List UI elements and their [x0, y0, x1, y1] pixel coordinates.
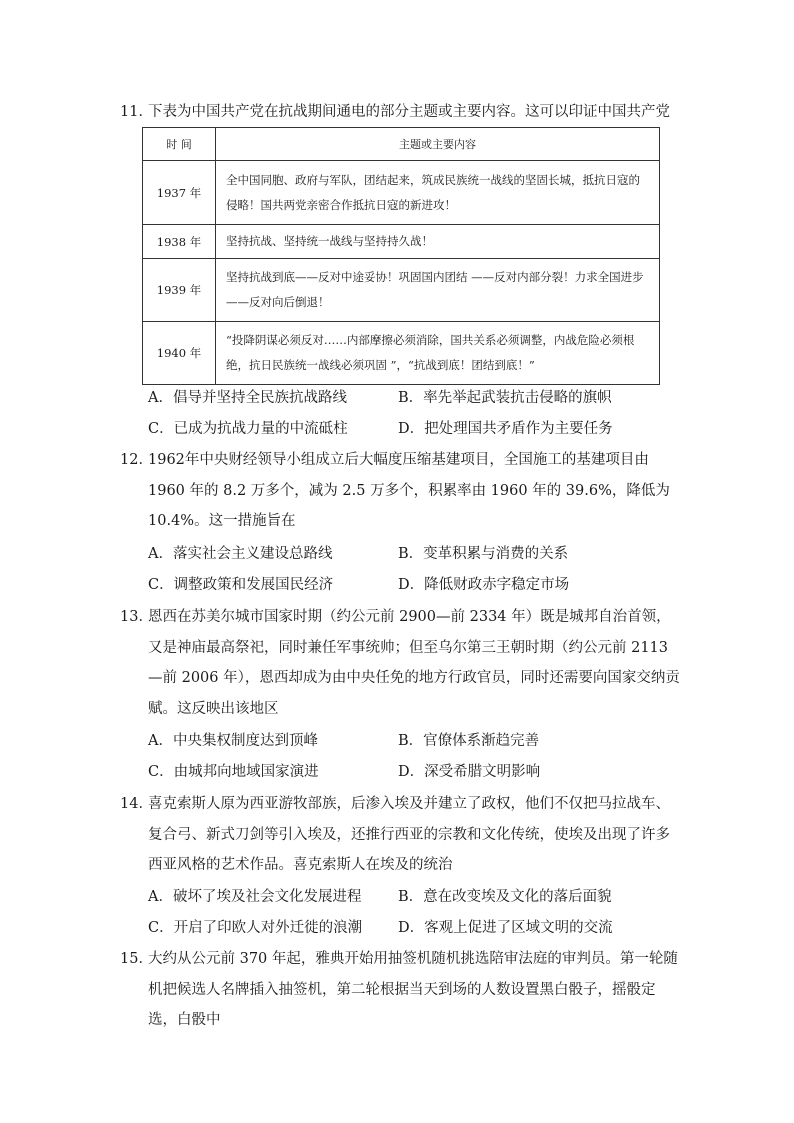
option-c: C．已成为抗战力量的中流砥柱	[148, 421, 348, 437]
question-number: 15．	[120, 951, 153, 967]
row-year: 1940 年	[143, 322, 216, 385]
question-13	[120, 602, 680, 724]
question-number: 12．	[120, 452, 153, 468]
row-content: 坚持抗战到底——反对中途妥协！巩固国内团结 ——反对内部分裂！力求全国进步——反对向后倒退！	[216, 259, 660, 322]
option-a: A．倡导并坚持全民族抗战路线	[148, 390, 347, 406]
question-stem: 下表为中国共产党在抗战期间通电的部分主题或主要内容。这可以印证中国共产党	[148, 104, 670, 120]
q11-table	[142, 127, 660, 385]
question-15	[120, 944, 680, 1036]
question-stem: 恩西在苏美尔城市国家时期（约公元前 2900—前 2334 年）既是城邦自治首领，又是神庙最高祭祀，同时兼任军事统帅；但至乌尔第三王朝时期（约公元前 2113—前 2006 年），恩西却成为由中央任免的地方行政官员，同时还需要向国家交纳贡赋。这反映出该地区	[148, 609, 680, 717]
question-stem: 喜克索斯人原为西亚游牧部族，后渗入埃及并建立了政权，他们不仅把马拉战车、复合弓、新式刀剑等引入埃及，还推行西亚的宗教和文化传统，使埃及出现了许多西亚风格的艺术作品。喜克索斯人在埃及的统治	[148, 796, 670, 873]
question-number: 13．	[120, 609, 153, 625]
option-d: D．客观上促进了区域文明的交流	[398, 920, 613, 936]
question-number: 11．	[120, 104, 153, 120]
question-14	[120, 789, 680, 881]
option-c: C．由城邦向地域国家演进	[148, 764, 319, 780]
question-12	[120, 445, 680, 537]
option-b: B．意在改变埃及文化的落后面貌	[398, 889, 612, 905]
option-b: B．率先举起武装抗击侵略的旗帜	[398, 390, 612, 406]
question-11	[120, 97, 680, 128]
row-year: 1939 年	[143, 259, 216, 322]
row-content: 全中国同胞、政府与军队，团结起来，筑成民族统一战线的坚固长城，抵抗日寇的侵略！国共两党亲密合作抵抗日寇的新进攻！	[216, 161, 660, 225]
option-d: D．降低财政赤字稳定市场	[398, 577, 570, 593]
table-row	[143, 322, 660, 385]
row-content: “投降阴谋必须反对……内部摩擦必须消除，国共关系必须调整，内战危险必须根绝，抗日民族统一战线必须巩固 ”，“抗战到底！团结到底！”	[216, 322, 660, 385]
question-stem: 1962年中央财经领导小组成立后大幅度压缩基建项目，全国施工的基建项目由 1960 年的 8.2 万多个，减为 2.5 万多个，积累率由 1960 年的 39.6%，降低为 10.4%。这一措施旨在	[148, 452, 670, 529]
option-d: D．把处理国共矛盾作为主要任务	[398, 421, 613, 437]
table-row	[143, 259, 660, 322]
table-row	[143, 225, 660, 259]
row-year: 1938 年	[143, 225, 216, 259]
question-stem: 大约从公元前 370 年起，雅典开始用抽签机随机挑选陪审法庭的审判员。第一轮随机把候选人名牌插入抽签机，第二轮根据当天到场的人数设置黑白骰子，摇骰定选，白骰中	[148, 951, 678, 1028]
option-c: C．开启了印欧人对外迁徙的浪潮	[148, 920, 363, 936]
table-header-content: 主题或主要内容	[216, 128, 660, 161]
option-a: A．破坏了埃及社会文化发展进程	[148, 889, 362, 905]
table-row	[143, 161, 660, 225]
option-a: A．中央集权制度达到顶峰	[148, 733, 318, 749]
q13-options	[148, 729, 688, 791]
row-year: 1937 年	[143, 161, 216, 225]
row-content: 坚持抗战、坚持统一战线与坚持持久战！	[216, 225, 660, 259]
q12-options	[148, 542, 688, 604]
q11-options	[148, 386, 688, 448]
option-c: C．调整政策和发展国民经济	[148, 577, 334, 593]
option-a: A．落实社会主义建设总路线	[148, 546, 333, 562]
q14-options	[148, 885, 688, 947]
option-d: D．深受希腊文明影响	[398, 764, 541, 780]
question-number: 14．	[120, 796, 153, 812]
table-header-time: 时 间	[143, 128, 216, 161]
option-b: B．变革积累与消费的关系	[398, 546, 569, 562]
option-b: B．官僚体系渐趋完善	[398, 733, 540, 749]
